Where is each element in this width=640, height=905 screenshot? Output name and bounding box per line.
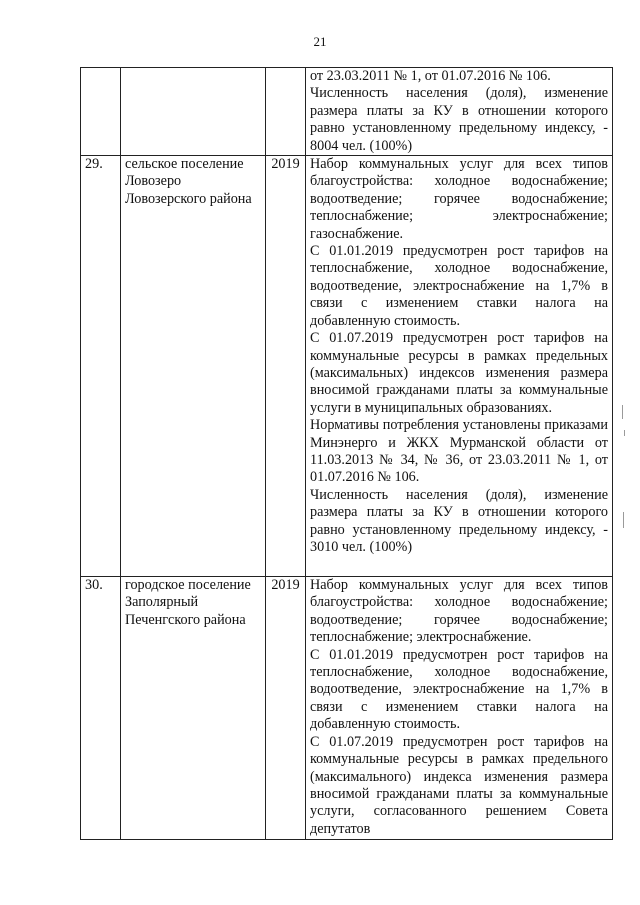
row-year: 2019 [266,156,306,577]
description-paragraph: Набор коммунальных услуг для всех типов благоустройства: холодное водоснабжение; водоотведение; горячее водоснабжение; теплоснабжение; электроснабжение; газоснабжение. [310,156,608,242]
municipality-name: городское поселение Заполярный Печенгского района [121,577,266,840]
scan-artifact [622,405,623,419]
description-cell [306,68,613,156]
description-paragraph: С 01.07.2019 предусмотрен рост тарифов на коммунальные ресурсы в рамках предельных (максимальных) индексов изменения размера вносимой гражданами платы за коммунальные услуги в муниципальных образованиях. [310,330,608,416]
municipality-name: сельское поселение Ловозеро Ловозерского района [121,156,266,577]
description-paragraph: С 01.01.2019 предусмотрен рост тарифов на теплоснабжение, холодное водоснабжение, водоотведение, электроснабжение на 1,7% в связи с изменением ставки налога на добавленную стоимость. [310,646,608,733]
description-paragraph: С 01.07.2019 предусмотрен рост тарифов на коммунальные ресурсы в рамках предельного (максимального) индекса изменения размера вносимой гражданами платы за коммунальные услуги, согласованного решением Совета депутатов [310,733,608,837]
table-row [81,68,613,156]
table-row [81,156,613,577]
description-paragraph: С 01.01.2019 предусмотрен рост тарифов на теплоснабжение, холодное водоснабжение, водоотведение, электроснабжение на 1,7% в связи с изменением ставки налога на добавленную стоимость. [310,243,608,329]
row-number [81,68,121,156]
municipality-name [121,68,266,156]
tariff-table [80,67,613,840]
row-number: 29. [81,156,121,577]
description-paragraph: Набор коммунальных услуг для всех типов благоустройства: холодное водоснабжение; водоотведение; горячее водоснабжение; теплоснабжение; электроснабжение. [310,577,608,646]
table-row [81,577,613,840]
page-number: 21 [313,34,327,49]
description-cell [306,577,613,840]
description-paragraph: от 23.03.2011 № 1, от 01.07.2016 № 106. [310,68,551,84]
description-paragraph: Численность населения (доля), изменение размера платы за КУ в отношении которого равно установленному предельному индексу, - 3010 чел. (100%) [310,486,608,555]
description-cell [306,156,613,577]
row-year: 2019 [266,577,306,840]
scan-artifact [623,512,624,528]
scan-artifact [624,430,625,436]
row-year [266,68,306,156]
description-paragraph: Численность населения (доля), изменение размера платы за КУ в отношении которого равно установленному предельному индексу, - 8004 чел. (100%) [310,85,608,154]
row-number: 30. [81,577,121,840]
description-paragraph: Нормативы потребления установлены приказами Минэнерго и ЖКХ Мурманской области от 11.03.2013 № 34, № 36, от 23.03.2011 № 1, от 01.07.2016 № 106. [310,417,608,486]
